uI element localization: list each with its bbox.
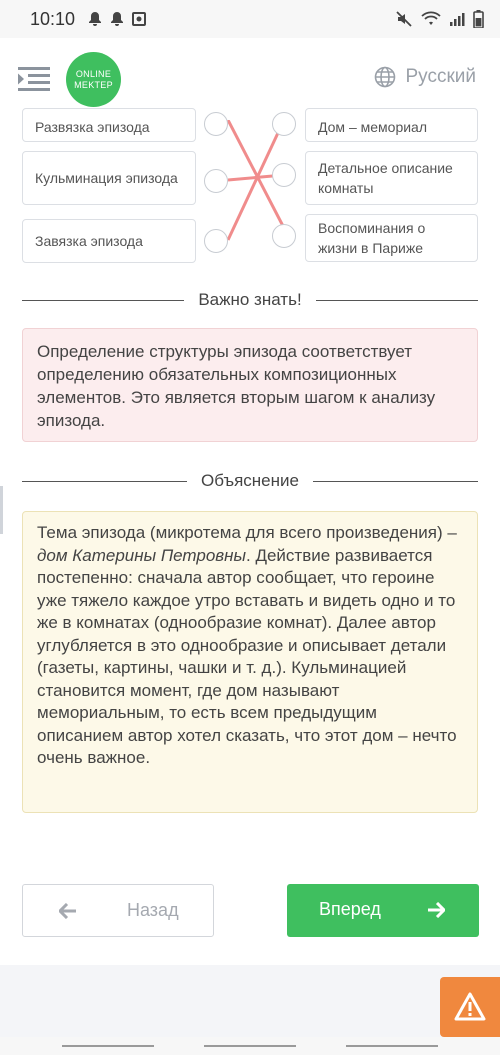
signal-icon [449, 11, 465, 27]
language-label: Русский [405, 66, 476, 87]
match-left-label: Кульминация эпизода [35, 170, 178, 186]
match-node-right[interactable] [272, 112, 296, 136]
language-selector[interactable] [374, 66, 477, 88]
menu-button[interactable] [18, 65, 50, 93]
nav-recents-bar[interactable] [62, 1045, 154, 1047]
important-divider [22, 289, 478, 311]
next-button[interactable] [287, 884, 479, 937]
explanation-divider [22, 470, 478, 492]
match-left-label: Завязка эпизода [35, 233, 143, 249]
explanation-box [22, 511, 478, 813]
next-button-label: Вперед [319, 899, 381, 919]
battery-icon [473, 10, 484, 28]
warning-icon [454, 992, 486, 1022]
back-button-label: Назад [127, 900, 179, 920]
explanation-heading: Объяснение [201, 471, 299, 490]
report-problem-button[interactable] [440, 977, 500, 1037]
arrow-right-icon [427, 902, 445, 918]
match-right-label: Детальное описание комнаты [318, 160, 453, 196]
main-content [0, 120, 500, 965]
notification-bell-icon [109, 11, 125, 27]
explanation-text-rest: . Действие развивается постепенно: сначала автор сообщает, что героине уже тяжело каждое утро вставать и видеть одно и то же в комнатах (однообразие комнат). Далее автор углубляется в это однообразие и описывает детали (газеты, картины, чашки и т. д.). Кульминацией становится момент, где дом называют мемориальным, то есть всем предыдущим описанием автор хотел сказать, что этот дом – нечто очень важное. [37, 545, 457, 767]
match-right-label: Дом – мемориал [318, 119, 427, 135]
explanation-text-start: Тема эпизода (микротема для всего произведения) – [37, 523, 457, 542]
match-right-label: Воспоминания о жизни в Париже [318, 220, 426, 256]
notification-bell-icon [87, 11, 103, 27]
important-text: Определение структуры эпизода соответствует определению обязательных композиционных элементов. Это является вторым шагом к анализу эпизода. [37, 342, 436, 430]
status-bar [0, 0, 500, 38]
globe-icon [374, 66, 396, 88]
match-left-label: Развязка эпизода [35, 119, 150, 135]
online-mektep-logo[interactable] [66, 52, 121, 107]
important-note [22, 328, 478, 442]
side-drawer-handle[interactable] [0, 486, 3, 534]
menu-icon [18, 65, 50, 93]
nav-back-bar[interactable] [346, 1045, 438, 1047]
mute-icon [395, 10, 413, 28]
wifi-icon [421, 11, 441, 27]
match-lines [0, 120, 500, 270]
explanation-emphasis: дом Катерины Петровны [37, 545, 247, 565]
arrow-left-icon [59, 903, 77, 919]
match-node-left[interactable] [204, 169, 228, 193]
match-node-left[interactable] [204, 112, 228, 136]
match-node-left[interactable] [204, 229, 228, 253]
system-nav-bar [0, 1037, 500, 1055]
nav-home-bar[interactable] [204, 1045, 296, 1047]
match-node-right[interactable] [272, 224, 296, 248]
app-notification-icon [131, 11, 147, 27]
status-time: 10:10 [30, 8, 76, 29]
important-heading: Важно знать! [198, 290, 302, 309]
match-node-right[interactable] [272, 163, 296, 187]
logo-text-line1: ONLINE [75, 68, 112, 79]
logo-text-line2: MEKTEP [74, 79, 113, 90]
back-button[interactable] [22, 884, 214, 937]
